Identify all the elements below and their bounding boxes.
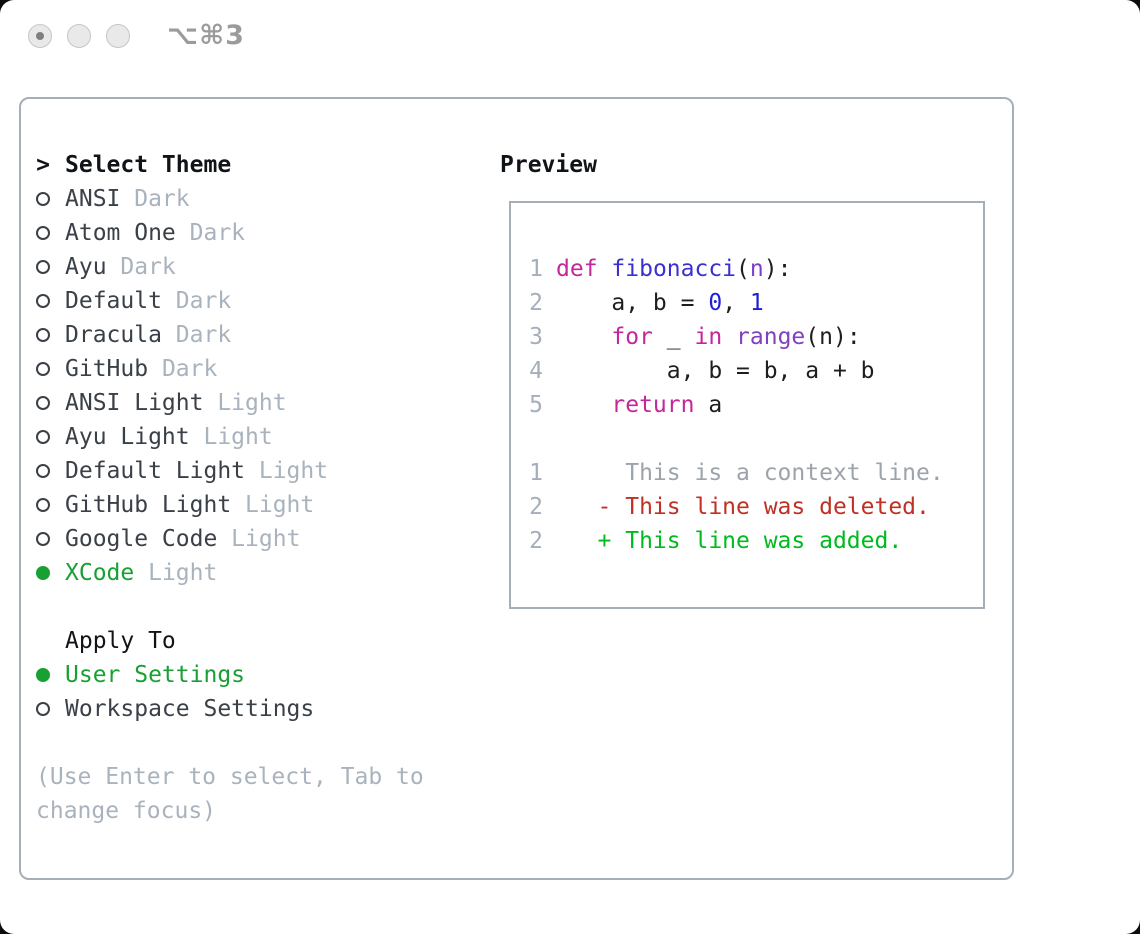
select-theme-title: Select Theme: [65, 152, 232, 178]
code-preview: [529, 252, 944, 558]
theme-option[interactable]: [36, 318, 424, 352]
theme-variant: Light: [217, 526, 301, 552]
radio-icon: [36, 226, 50, 240]
radio-icon: [36, 430, 50, 444]
theme-variant: Dark: [148, 356, 218, 382]
radio-icon: [36, 498, 50, 512]
theme-variant: Light: [203, 390, 287, 416]
code-line: [529, 286, 944, 320]
theme-variant: Light: [134, 560, 218, 586]
line-number: 5: [529, 392, 543, 418]
theme-name: GitHub: [65, 356, 149, 382]
line-number: 2: [529, 528, 543, 554]
code-segment: ,: [722, 290, 750, 316]
line-number: 1: [529, 256, 543, 282]
theme-name: Google Code: [65, 526, 218, 552]
theme-variant: Light: [231, 492, 315, 518]
radio-selected-icon: [36, 668, 50, 682]
theme-variant: Dark: [175, 220, 246, 246]
theme-variant: Light: [189, 424, 273, 450]
code-segment: - This line was deleted.: [556, 494, 930, 520]
preview-title: Preview: [500, 152, 597, 178]
code-segment: [556, 324, 611, 350]
traffic-light-close[interactable]: [28, 24, 52, 48]
theme-variant: Light: [245, 458, 329, 484]
traffic-light-dot: [36, 32, 44, 40]
code-segment: a, b =: [556, 290, 709, 316]
code-segment: [598, 256, 612, 282]
radio-icon: [36, 294, 50, 308]
theme-name: ANSI Light: [65, 390, 204, 416]
theme-options: [36, 182, 424, 590]
code-segment: ):: [763, 256, 792, 282]
code-segment: (n):: [805, 324, 861, 350]
code-line: [529, 320, 944, 354]
theme-option[interactable]: [36, 352, 424, 386]
radio-icon: [36, 328, 50, 342]
code-line: [529, 490, 944, 524]
help-text: [36, 760, 424, 828]
code-line: [529, 354, 944, 388]
code-segment: fibonacci: [611, 256, 737, 282]
code-segment: 0: [708, 290, 723, 316]
radio-icon: [36, 702, 50, 716]
theme-variant: Dark: [161, 288, 232, 314]
code-segment: 1: [749, 290, 764, 316]
radio-selected-icon: [36, 566, 50, 580]
theme-name: Default: [65, 288, 162, 314]
theme-variant: Dark: [161, 322, 232, 348]
line-number: 1: [529, 460, 543, 486]
theme-name: Atom One: [65, 220, 176, 246]
code-segment: a, b = b, a + b: [556, 358, 875, 384]
line-number: 4: [529, 358, 543, 384]
radio-icon: [36, 464, 50, 478]
theme-name: Ayu: [65, 254, 107, 280]
apply-to-label: User Settings: [65, 662, 246, 688]
theme-name: ANSI: [65, 186, 121, 212]
theme-option[interactable]: [36, 250, 424, 284]
preview-box: [509, 201, 985, 609]
theme-option[interactable]: [36, 454, 424, 488]
apply-to-header: [36, 624, 424, 658]
code-line: [529, 422, 944, 456]
apply-to-option[interactable]: [36, 658, 424, 692]
radio-icon: [36, 532, 50, 546]
code-line: [529, 456, 944, 490]
theme-option[interactable]: [36, 216, 424, 250]
theme-option[interactable]: [36, 420, 424, 454]
apply-to-option[interactable]: [36, 692, 424, 726]
theme-variant: Dark: [106, 254, 176, 280]
radio-icon: [36, 362, 50, 376]
code-segment: in: [694, 324, 723, 350]
code-line: [529, 524, 944, 558]
theme-option[interactable]: [36, 284, 424, 318]
theme-name: GitHub Light: [65, 492, 232, 518]
code-segment: This is a context line.: [556, 460, 944, 486]
theme-option[interactable]: [36, 522, 424, 556]
code-segment: [556, 392, 611, 418]
radio-icon: [36, 396, 50, 410]
theme-option[interactable]: [36, 488, 424, 522]
cursor-arrow-icon: >: [36, 152, 50, 178]
select-theme-header: [36, 148, 424, 182]
theme-name: XCode: [65, 560, 135, 586]
line-number: 2: [529, 290, 543, 316]
traffic-light-zoom[interactable]: [106, 24, 130, 48]
help-line: (Use Enter to select, Tab to: [36, 764, 424, 790]
theme-name: Default Light: [65, 458, 246, 484]
apply-to-options: [36, 658, 424, 726]
code-segment: _: [652, 324, 695, 350]
theme-list: [36, 148, 424, 828]
code-segment: [722, 324, 736, 350]
theme-option[interactable]: [36, 182, 424, 216]
code-segment: (: [736, 256, 750, 282]
traffic-light-minimize[interactable]: [67, 24, 91, 48]
code-segment: n: [749, 256, 764, 282]
code-segment: a: [694, 392, 723, 418]
code-segment: range: [736, 324, 806, 350]
theme-variant: Dark: [120, 186, 190, 212]
code-line: [529, 252, 944, 286]
code-segment: return: [611, 392, 695, 418]
apply-to-label: Workspace Settings: [65, 696, 315, 722]
code-segment: + This line was added.: [556, 528, 903, 554]
radio-icon: [36, 260, 50, 274]
keyboard-shortcut-label: ⌥⌘3: [167, 20, 245, 51]
code-segment: for: [611, 324, 653, 350]
theme-name: Dracula: [65, 322, 162, 348]
line-number: 3: [529, 324, 543, 350]
line-number: 2: [529, 494, 543, 520]
code-segment: def: [556, 256, 598, 282]
radio-icon: [36, 192, 50, 206]
theme-option[interactable]: [36, 386, 424, 420]
help-line: change focus): [36, 798, 217, 824]
theme-option[interactable]: [36, 556, 424, 590]
code-line: [529, 388, 944, 422]
apply-to-title: Apply To: [65, 628, 176, 654]
theme-name: Ayu Light: [65, 424, 190, 450]
